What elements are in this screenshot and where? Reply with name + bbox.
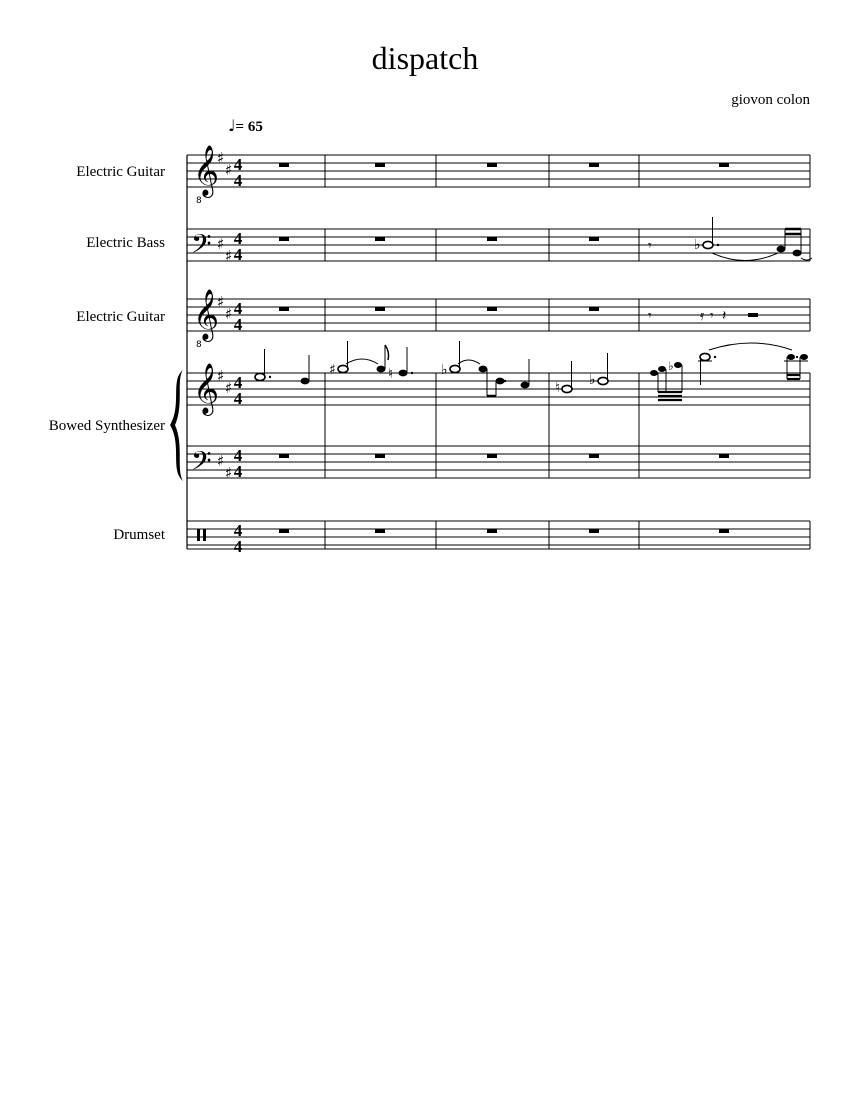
svg-text:♮: ♮	[555, 380, 561, 396]
staff-electric-guitar-1	[187, 155, 810, 187]
guitar-2-measure-5	[648, 308, 758, 324]
key-sharp-icon: ♯	[225, 464, 233, 482]
staff-label-electric-bass: Electric Bass	[86, 235, 165, 251]
staff-synth-bass	[187, 446, 810, 478]
octave-8-icon: 8	[196, 340, 202, 350]
staff-electric-guitar-2	[187, 299, 810, 331]
svg-text:♭: ♭	[441, 362, 448, 378]
staff-label-bowed-synthesizer: Bowed Synthesizer	[48, 418, 165, 434]
percussion-clef-icon	[197, 529, 206, 541]
key-sharp-icon: ♯	[217, 452, 225, 470]
treble-clef-icon: 𝄞	[193, 363, 220, 414]
staff-label-electric-guitar-1: Electric Guitar	[76, 164, 165, 180]
key-sharp-icon: ♯	[217, 293, 225, 311]
svg-text:𝄽: 𝄽	[722, 308, 727, 324]
staff-drumset	[187, 521, 810, 549]
time-sig-numerator: 4	[233, 446, 243, 465]
svg-text:♮: ♮	[388, 366, 394, 382]
svg-text:𝄾: 𝄾	[648, 308, 652, 324]
time-sig-denominator: 4	[233, 389, 243, 408]
bass-clef-icon: 𝄢	[191, 445, 212, 483]
time-sig-numerator: 4	[233, 299, 243, 318]
key-sharp-icon: ♯	[217, 367, 225, 385]
key-sharp-icon: ♯	[217, 149, 225, 167]
bass-clef-icon: 𝄢	[191, 228, 212, 266]
tempo-value: = 65	[235, 119, 263, 135]
treble-clef-icon: 𝄞	[193, 289, 220, 340]
svg-text:♯: ♯	[329, 362, 336, 378]
staff-electric-bass	[187, 229, 810, 261]
time-sig-denominator: 4	[233, 245, 243, 264]
time-sig-denominator: 4	[233, 462, 243, 481]
octave-8-icon: 8	[196, 196, 202, 206]
time-sig-denominator: 4	[233, 171, 243, 190]
time-sig-denominator: 4	[233, 315, 243, 334]
measure-barlines	[325, 155, 810, 549]
svg-text:♭: ♭	[589, 372, 596, 388]
time-sig-numerator: 4	[233, 155, 243, 174]
svg-text:♭: ♭	[668, 359, 674, 373]
grand-staff-brace	[170, 370, 183, 481]
svg-text:𝄾: 𝄾	[648, 238, 652, 254]
score-title: dispatch	[371, 40, 479, 76]
treble-clef-icon: 𝄞	[193, 145, 220, 196]
bass-measure-5	[648, 217, 812, 261]
svg-text:𝄾: 𝄾	[710, 308, 714, 324]
key-sharp-icon: ♯	[225, 305, 233, 323]
staff-label-electric-guitar-2: Electric Guitar	[76, 309, 165, 325]
svg-text:𝄿: 𝄿	[700, 308, 705, 324]
staff-label-drumset: Drumset	[113, 527, 165, 543]
key-sharp-icon: ♯	[225, 247, 233, 265]
key-sharp-icon: ♯	[217, 235, 225, 253]
key-sharp-icon: ♯	[225, 379, 233, 397]
time-sig-numerator: 4	[233, 229, 243, 248]
composer-name: giovon colon	[731, 92, 810, 108]
synth-melody	[255, 341, 808, 400]
time-sig-numerator: 4	[233, 373, 243, 392]
key-sharp-icon: ♯	[225, 161, 233, 179]
time-sig-numerator: 4	[233, 521, 243, 540]
quarter-note-icon: ♩	[228, 116, 236, 135]
svg-text:♭: ♭	[694, 237, 701, 253]
time-sig-denominator: 4	[233, 537, 243, 556]
